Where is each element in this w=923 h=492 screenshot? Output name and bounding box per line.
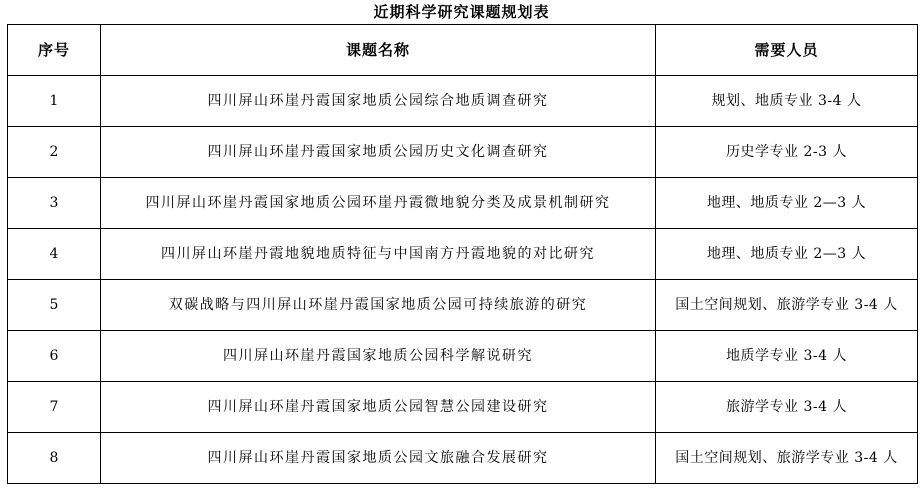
row-title: 四川屏山环崖丹霞国家地质公园环崖丹霞微地貌分类及成景机制研究 <box>101 178 656 229</box>
header-row <box>8 25 918 76</box>
row-title: 四川屏山环崖丹霞国家地质公园历史文化调查研究 <box>101 127 656 178</box>
row-staff: 旅游学专业 3-4 人 <box>656 382 918 433</box>
header-number: 序号 <box>8 25 101 76</box>
row-staff: 国土空间规划、旅游学专业 3-4 人 <box>656 433 918 484</box>
research-plan-table <box>7 24 918 484</box>
table-row <box>8 229 918 280</box>
row-number: 5 <box>8 280 101 331</box>
row-number: 2 <box>8 127 101 178</box>
row-staff: 地质学专业 3-4 人 <box>656 331 918 382</box>
header-title: 课题名称 <box>101 25 656 76</box>
row-title: 四川屏山环崖丹霞国家地质公园智慧公园建设研究 <box>101 382 656 433</box>
row-staff: 地理、地质专业 2—3 人 <box>656 229 918 280</box>
table-row <box>8 76 918 127</box>
table-row <box>8 280 918 331</box>
table-row <box>8 127 918 178</box>
table-row <box>8 433 918 484</box>
row-number: 8 <box>8 433 101 484</box>
row-title: 双碳战略与四川屏山环崖丹霞国家地质公园可持续旅游的研究 <box>101 280 656 331</box>
row-number: 1 <box>8 76 101 127</box>
header-staff: 需要人员 <box>656 25 918 76</box>
row-staff: 地理、地质专业 2—3 人 <box>656 178 918 229</box>
row-title: 四川屏山环崖丹霞国家地质公园综合地质调查研究 <box>101 76 656 127</box>
row-staff: 历史学专业 2-3 人 <box>656 127 918 178</box>
row-number: 3 <box>8 178 101 229</box>
row-number: 6 <box>8 331 101 382</box>
row-staff: 规划、地质专业 3-4 人 <box>656 76 918 127</box>
row-number: 4 <box>8 229 101 280</box>
row-staff: 国土空间规划、旅游学专业 3-4 人 <box>656 280 918 331</box>
row-title: 四川屏山环崖丹霞国家地质公园文旅融合发展研究 <box>101 433 656 484</box>
table-row <box>8 382 918 433</box>
row-title: 四川屏山环崖丹霞国家地质公园科学解说研究 <box>101 331 656 382</box>
table-caption: 近期科学研究课题规划表 <box>373 3 550 21</box>
table-row <box>8 178 918 229</box>
table-row <box>8 331 918 382</box>
row-number: 7 <box>8 382 101 433</box>
row-title: 四川屏山环崖丹霞地貌地质特征与中国南方丹霞地貌的对比研究 <box>101 229 656 280</box>
